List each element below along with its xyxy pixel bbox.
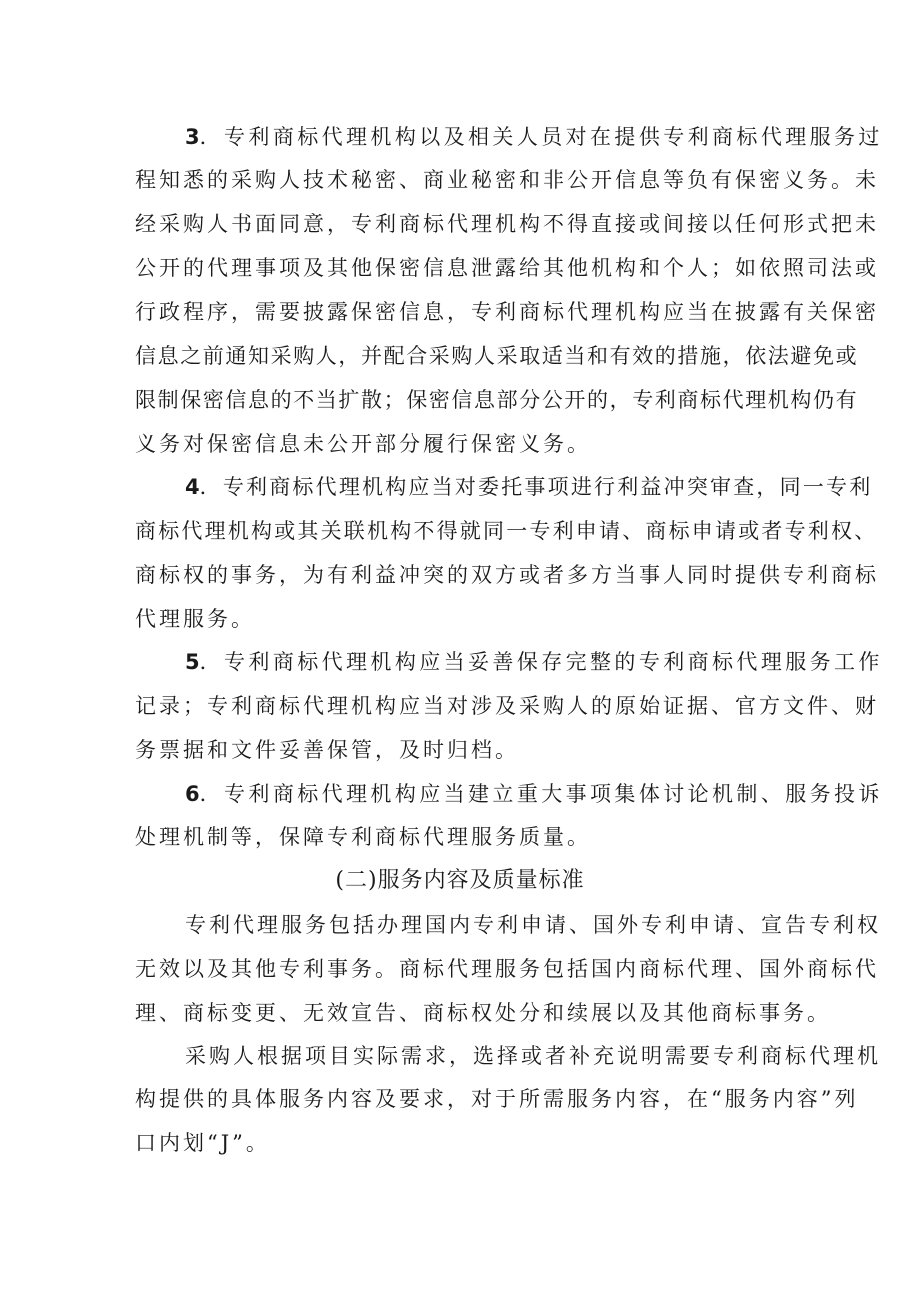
purchaser-selection-line-1: 采购人根据项目实际需求，选择或者补充说明需要专利商标代理机 bbox=[185, 1044, 881, 1068]
clause-4-line-4: 代理服务。 bbox=[135, 607, 255, 631]
clause-5-line-2: 记录；专利商标代理机构应当对涉及采购人的原始证据、官方文件、财 bbox=[135, 694, 879, 718]
clause-number: 3 bbox=[185, 125, 200, 149]
clause-3-line-2: 程知悉的采购人技术秘密、商业秘密和非公开信息等负有保密义务。未 bbox=[135, 168, 879, 192]
clause-3-line-1 bbox=[185, 122, 883, 152]
clause-number: 6 bbox=[185, 782, 200, 806]
clause-4-line-2: 商标代理机构或其关联机构不得就同一专利申请、商标申请或者专利权、 bbox=[135, 519, 878, 543]
clause-number: 4 bbox=[185, 475, 200, 499]
section-heading: (二)服务内容及质量标准 bbox=[335, 868, 585, 893]
clause-3-line-8: 义务对保密信息未公开部分履行保密义务。 bbox=[135, 432, 591, 456]
clause-6-line-1 bbox=[185, 779, 883, 809]
clause-3-line-5: 行政程序，需要披露保密信息，专利商标代理机构应当在披露有关保密 bbox=[135, 300, 879, 324]
clause-4-line-3: 商标权的事务，为有利益冲突的双方或者多方当事人同时提供专利商标 bbox=[135, 563, 879, 587]
clause-3-line-3: 经采购人书面同意，专利商标代理机构不得直接或间接以任何形式把未 bbox=[135, 212, 879, 236]
clause-number: 5 bbox=[185, 650, 200, 674]
line-text: ．专利商标代理机构以及相关人员对在提供专利商标代理服务过 bbox=[199, 125, 883, 149]
clause-3-line-7: 限制保密信息的不当扩散；保密信息部分公开的，专利商标代理机构仍有 bbox=[135, 388, 859, 412]
clause-5-line-3: 务票据和文件妥善保管，及时归档。 bbox=[135, 738, 519, 762]
clause-4-line-1 bbox=[185, 472, 872, 502]
clause-5-line-1 bbox=[185, 647, 883, 677]
service-scope-line-2: 无效以及其他专利事务。商标代理服务包括国内商标代理、国外商标代 bbox=[135, 957, 879, 981]
clause-6-line-2: 处理机制等，保障专利商标代理服务质量。 bbox=[135, 825, 591, 849]
purchaser-selection-line-2: 构提供的具体服务内容及要求，对于所需服务内容，在“服务内容”列 bbox=[135, 1087, 859, 1111]
service-scope-line-1: 专利代理服务包括办理国内专利申请、国外专利申请、宣告专利权 bbox=[185, 913, 881, 937]
service-scope-line-3: 理、商标变更、无效宣告、商标权处分和续展以及其他商标事务。 bbox=[135, 1001, 831, 1025]
line-text: ．专利商标代理机构应当对委托事项进行利益冲突审查，同一专利 bbox=[199, 475, 873, 499]
line-text: ．专利商标代理机构应当建立重大事项集体讨论机制、服务投诉 bbox=[199, 782, 883, 806]
clause-3-line-4: 公开的代理事项及其他保密信息泄露给其他机构和个人；如依照司法或 bbox=[135, 256, 879, 280]
clause-3-line-6: 信息之前通知采购人，并配合采购人采取适当和有效的措施，依法避免或 bbox=[135, 344, 859, 368]
line-text: ．专利商标代理机构应当妥善保存完整的专利商标代理服务工作 bbox=[199, 650, 883, 674]
purchaser-selection-line-3: 口内划“J”。 bbox=[135, 1131, 270, 1155]
